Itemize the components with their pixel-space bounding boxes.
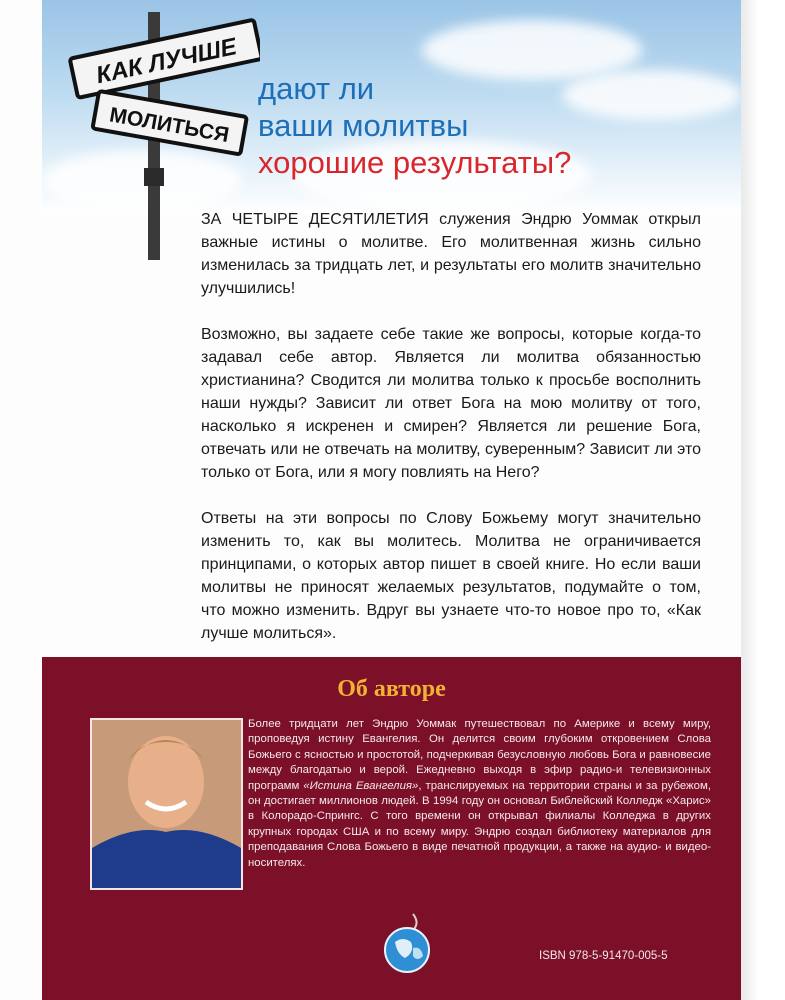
headline xyxy=(258,70,728,181)
sign-top-label: КАК ЛУЧШЕ xyxy=(93,33,240,90)
headline-line-1: дают ли xyxy=(258,71,375,106)
body-paragraph-2: Возможно, вы задаете себе такие же вопросы, которые когда-то задавал себе автор. Является ли молитва обязанностью христианина? Сводится ли молитва только к просьбе восполнить наши нужды? Зависит ли ответ Бога на мою молитву от того, насколько я искренен и смирен? Является ли решение Бога, отвечать или не отвечать на молитву, суверенным? Зависит ли это только от Бога, или я могу повлиять на Него? xyxy=(201,326,701,481)
body-text xyxy=(201,208,701,668)
body-paragraph-1-text: служения Эндрю Уоммак открыл важные истины о молитве. Его молитвенная жизнь сильно изменилась за тридцать лет, и результаты его молитв значительно улучшились! xyxy=(201,211,701,297)
page-edge xyxy=(741,0,785,1000)
about-text: Более тридцати лет Эндрю Уоммак путешествовал по Америке и всему миру, проповедуя истину Евангелия. Он делится своим глубоким откровением Слова Божьего с ясностью и простотой, подчеркивая безусловную любовь Бога и равновесие между благодатью и верой. Ежедневно выходя в эфир радио-и телевизионных программ «Истина Евангелия», транслируемых на территории страны и за рубежом, он достигает миллионов людей. В 1994 году он основал Библейский Колледж «Харис» в Колорадо-Спрингс. С того времени он открывал филиалы Колледжа в других крупных городах США и по всему миру. Эндрю создал библиотеку материалов для преподавания Слова Божьего в виде печатной продукции, а также на аудио- и видео-носителях. xyxy=(248,718,711,869)
body-lead-caps: ЗА ЧЕТЫРЕ ДЕСЯТИЛЕТИЯ xyxy=(201,211,429,228)
headline-line-2: ваши молитвы xyxy=(258,108,469,143)
globe-logo-icon xyxy=(381,912,433,974)
body-paragraph-3: Ответы на эти вопросы по Слову Божьему могут значительно изменить то, как вы молитесь. Молитва не ограничивается принципами, о которых автор пишет в своей книге. Но если ваши молитвы не приносят желаемых результатов, подумайте о том, что можно изменить. Вдруг вы узнаете что-то новое про то, «Как лучше молиться». xyxy=(201,510,701,642)
about-title: Об авторе xyxy=(337,676,446,702)
body-paragraph-1 xyxy=(201,208,701,300)
headline-line-3: хорошие результаты? xyxy=(258,145,572,180)
author-photo xyxy=(90,718,243,890)
isbn-number: ISBN 978-5-91470-005-5 xyxy=(539,950,668,962)
sign-bottom-label: МОЛИТЬСЯ xyxy=(107,103,231,147)
program-name: «Истина Евангелия» xyxy=(303,779,419,792)
